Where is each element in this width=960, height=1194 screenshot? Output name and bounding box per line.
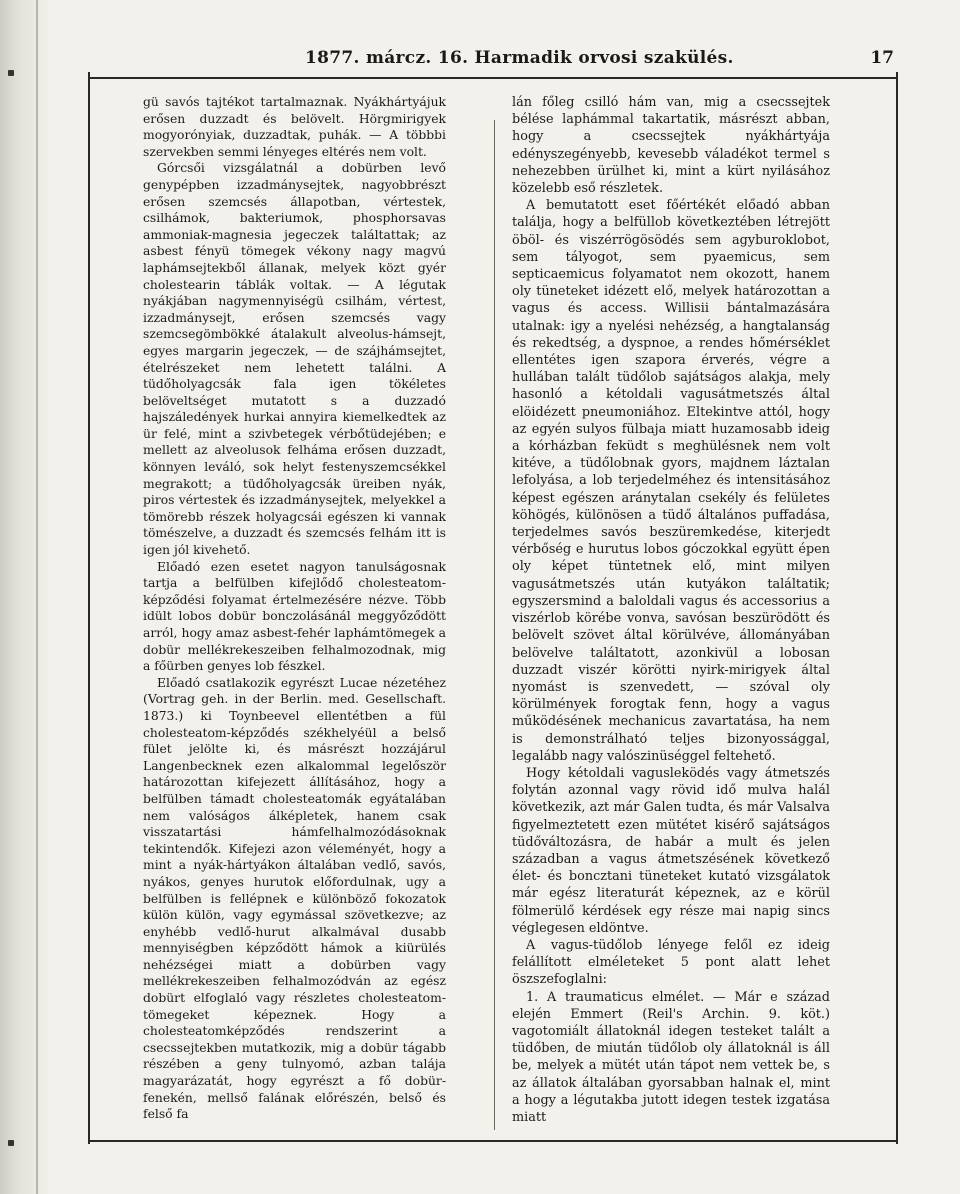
paragraph: 1. A traumaticus elmélet. — Már e század elején Emmert (Reil's Archin. 9. köt.) vagotomiált állatoknál idegen testeket talált a tüdőben, de miután tüdőlob oly állatoknál is áll be, melyek a mütét után tápot nem vettek be, s az állatok általában gyorsabban halnak el, mint a hogy a légutakba jutott idegen testek izgatása miatt bbox=[512, 989, 830, 1125]
binding-edge bbox=[0, 0, 48, 1194]
paragraph: A vagus-tüdőlob lényege felől ez ideig felállított elméleteket 5 pont alatt lehet öszszefoglalni: bbox=[512, 937, 830, 988]
paragraph: Előadó csatlakozik egyrészt Lucae nézetéhez (Vortrag geh. in der Berlin. med. Gesellschaft. 1873.) ki Toynbeevel ellentétben a fül cholesteatom-képződés székhelyéül a belső fület jelölte ki, és másrészt hozzájárul Langenbecknek ezen alkalommal legelőször határozottan kifejezett állításához, hogy a belfülben támadt cholesteatomák egyátalában nem valóságos álképletek, hanem csak visszatartási hámfelhalmozódásoknak tekintendők. Kifejezi azon véleményét, hogy a mint a nyák-hártyákon általában vedlő, savós, nyákos, genyes hurutok előfordulnak, ugy a belfülben is fellépnek e különböző fokozatok külön külön, vagy egymással szövetkezve; az enyhébb vedlő-hurut alkalmával dusabb mennyiségben képződött hámok a kiürülés nehézségei miatt a dobürben vagy mellékrekeszeiben felhalmozódván az egész dobürt elfoglaló vagy részletes cholesteatom-tömegeket képeznek. Hogy a cholesteatomképződés rendszerint a csecssejtekben mutatkozik, mig a dobür tágabb részében a geny tulnyomó, azban talája magyarázatát, hogy egyrészt a fő dobür-fenekén, mellső falának előrészén, belső és felső fa bbox=[143, 675, 446, 1122]
footer-rule bbox=[88, 1140, 898, 1142]
right-column bbox=[512, 94, 830, 1126]
column-divider bbox=[494, 120, 495, 1130]
paragraph: A bemutatott eset főértékét előadó abban találja, hogy a belfüllob következtében létrejött öböl- és viszérrögösödés sem agyburoklobot, sem tályogot, sem pyaemicus, sem septicaemicus folyamatot nem okozott, hanem oly tüneteket idézett elő, melyek határozottan a vagus és access. Willisii bántalmazására utalnak: igy a nyelési nehézség, a hangtalanság és rekedtség, a dyspnoe, a rendes hőmérséklet ellentétes igen szapora érverés, végre a hullában talált tüdőlob sajátságos alakja, mely hasonló a kétoldali vagusátmetszés által elöidézett pneumoniához. Eltekintve attól, hogy az egyén sulyos fülbaja miatt huzamosabb ideig a kórházban feküdt s meghülésnek nem volt kitéve, a tüdőlobnak gyors, majdnem láztalan lefolyása, a lob terjedelméhez és intensitásához képest egészen aránytalan csekély és felületes köhögés, különösen a tüdő általános puffadása, terjedelmes savós beszüremkedése, kiterjedt vérbőség e hurutus lobos góczokkal együtt épen oly képet tüntetnek elő, mint milyen vagusátmetszés után kutyákon találtatik; egyszersmind a baloldali vagus és accessorius a viszérlob körébe vonva, savósan beszürödött és belövelt szövet által körülvéve, állományában belövelve találtatott, azonkivül a lobosan duzzadt viszér körötti nyirk-mirigyek által nyomást is szenvedett, — szóval oly körülmények forogtak fenn, hogy a vagus működésének mechanicus zavartatása, ha nem is demonstrálható teljes bizonyossággal, legalább nagy valószinüséggel feltehető. bbox=[512, 198, 830, 764]
left-column bbox=[143, 94, 446, 1123]
margin-mark bbox=[8, 1140, 14, 1146]
page-number: 17 bbox=[870, 48, 894, 68]
frame-right bbox=[896, 72, 898, 1144]
paragraph: gü savós tajtékot tartalmaznak. Nyákhártyájuk erősen duzzadt és belövelt. Hörgmirigyek mogyorónyiak, duzzadtak, puhák. — A többbi szervekben semmi lényeges eltérés nem volt. bbox=[143, 95, 446, 159]
frame-left bbox=[88, 72, 90, 1144]
paragraph: Górcsői vizsgálatnál a dobürben levő genypépben izzadmánysejtek, nagyobbrészt erősen szemcsés állapotban, vértestek, csilhámok, bakteriumok, phosphorsavas ammoniak-magnesia jegeczek találtattak; az asbest fényü tömegek vékony nagy magvú laphámsejtekből állanak, melyek közt gyér cholestearin táblák voltak. — A légutak nyákjában nagymennyiségü csilhám, vértest, izzadmánysejt, erősen szemcsés vagy szemcsegömbökké átalakult alveolus-hámsejt, egyes margarin jegeczek, — de szájhámsejtet, ételrészeket nem lehetett találni. A tüdőholyagcsák fala igen tökéletes belöveltséget mutatott s a duzzadó hajszáledények hurkai annyira kiemelkedtek az ür felé, mint a szivbetegek vérbőtüdejében; e mellett az alveolusok felháma erősen duzzadt, könnyen leváló, sok helyt festenyszemcsékkel megrakott; a tüdőholyagcsák üreiben nyák, piros vértestek és izzadmánysejtek, melyekkel a tömörebb részek holyagcsái egészen ki vannak tömészelve, a duzzadt és szemcsés felhám itt is igen jól kivehető. bbox=[143, 161, 446, 558]
margin-mark bbox=[8, 70, 14, 76]
paragraph: Előadó ezen esetet nagyon tanulságosnak tartja a belfülben kifejlődő cholesteatom-képződési folyamat értelmezésére nézve. Több idült lobos dobür bonczolásánál meggyőződött arról, hogy amaz asbest-fehér laphámtömegek a dobür mellékrekeszeiben felhalmozodnak, mig a főürben genyes lob fészkel. bbox=[143, 559, 446, 674]
page-header bbox=[90, 48, 900, 74]
paragraph: Hogy kétoldali vagusleködés vagy átmetszés folytán azonnal vagy rövid idő mulva halál következik, azt már Galen tudta, és már Valsalva figyelmeztetett ezen mütétet kisérő sajátságos tüdőváltozásra, de habár a mult és jelen században a vagus átmetszésének következő élet- és boncztani tüneteket kutató vizsgálatok már egész literaturát képeznek, az e körül fölmerülő kérdések egy része mai napig sincs véglegesen eldöntve. bbox=[512, 765, 830, 936]
header-rule bbox=[88, 77, 898, 79]
running-title: 1877. márcz. 16. Harmadik orvosi szakülés. bbox=[305, 48, 734, 68]
paragraph: lán főleg csilló hám van, mig a csecssejtek bélése laphámmal takartatik, másrészt abban, hogy a csecssejtek nyákhártyája edényszegényebb, kevesebb váladékot termel s nehezebben ürülhet ki, mint a kürt nyilásához közelebb eső részletek. bbox=[512, 95, 830, 197]
